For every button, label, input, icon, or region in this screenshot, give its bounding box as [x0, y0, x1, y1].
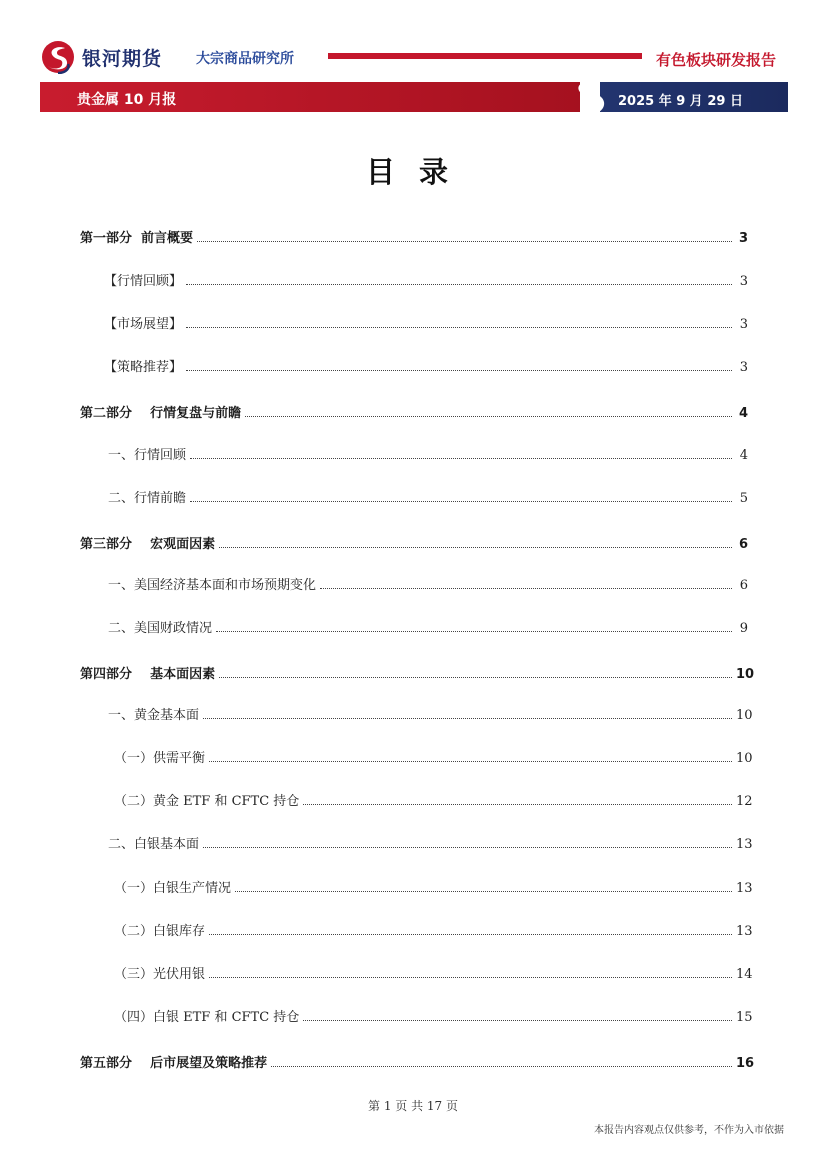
toc-entry-page: 9 [739, 621, 748, 636]
toc-entry-label: （一）供需平衡 [114, 751, 206, 766]
toc-entry[interactable] [114, 962, 753, 982]
institute-name: 大宗商品研究所 [196, 51, 294, 67]
toc-entry[interactable] [80, 226, 748, 246]
toc-entry-label: 一、黄金基本面 [108, 708, 200, 723]
toc-entry-page: 15 [736, 1010, 753, 1025]
toc-entry[interactable] [108, 832, 753, 852]
toc-entry[interactable] [114, 919, 753, 939]
toc-leader [303, 1019, 732, 1021]
toc-leader [186, 369, 732, 371]
disclaimer: 本报告内容观点仅供参考，不作为入市依据 [594, 1125, 784, 1136]
toc-leader [219, 546, 732, 548]
toc-entry-page: 6 [738, 537, 748, 552]
galaxy-s-logo-icon [40, 40, 76, 74]
toc-entry-label: 第二部分 行情复盘与前瞻 [80, 406, 242, 421]
toc-leader [203, 846, 732, 848]
banner-s-swoosh-icon [562, 82, 616, 112]
toc-leader [216, 630, 732, 632]
toc-entry-page: 14 [736, 967, 753, 982]
toc-entry-label: 二、美国财政情况 [108, 621, 213, 636]
header-divider [328, 53, 642, 59]
toc-entry-page: 13 [736, 837, 753, 852]
toc-entry-label: 二、白银基本面 [108, 837, 200, 852]
toc-entry-label: （四）白银 ETF 和 CFTC 持仓 [114, 1010, 300, 1025]
toc-entry[interactable] [114, 876, 753, 896]
toc-entry-label: 二、行情前瞻 [108, 491, 187, 506]
toc-entry-page: 4 [738, 406, 748, 421]
toc-entry-page: 10 [736, 751, 753, 766]
toc-entry-page: 10 [736, 708, 753, 723]
toc-entry[interactable] [108, 486, 748, 506]
toc-leader [209, 976, 732, 978]
toc-entry[interactable] [104, 355, 748, 375]
toc-entry-page: 5 [739, 491, 748, 506]
toc-entry-page: 4 [739, 448, 748, 463]
toc-entry-page: 10 [736, 667, 755, 682]
toc-entry-page: 16 [736, 1056, 755, 1071]
toc-entry-label: 第五部分 后市展望及策略推荐 [80, 1056, 268, 1071]
page-title: 目录 [365, 155, 472, 189]
toc-leader [219, 676, 732, 678]
report-date: 2025 年 9 月 29 日 [618, 94, 743, 109]
toc-entry[interactable] [104, 312, 748, 332]
toc-entry-page: 3 [739, 274, 748, 289]
toc-entry-label: 第一部分 前言概要 [80, 231, 194, 246]
report-type: 有色板块研发报告 [656, 51, 777, 69]
toc-entry-page: 13 [736, 881, 753, 896]
toc-entry[interactable] [104, 269, 748, 289]
toc-entry-page: 3 [739, 317, 748, 332]
toc-entry-page: 3 [738, 231, 748, 246]
toc-entry-label: 第三部分 宏观面因素 [80, 537, 216, 552]
toc-leader [303, 803, 732, 805]
toc-entry-page: 12 [736, 794, 753, 809]
toc-entry-page: 13 [736, 924, 753, 939]
toc-leader [186, 283, 732, 285]
toc-entry-page: 3 [739, 360, 748, 375]
toc-leader [209, 760, 732, 762]
banner-title: 贵金属 10 月报 [77, 92, 177, 108]
brand-name: 银河期货 [82, 48, 163, 70]
toc-entry-page: 6 [739, 578, 748, 593]
toc-entry[interactable] [108, 573, 748, 593]
toc-entry-label: 一、行情回顾 [108, 448, 187, 463]
toc-entry-label: （一）白银生产情况 [114, 881, 232, 896]
header-banner [40, 82, 788, 112]
toc-leader [186, 326, 732, 328]
toc-entry-label: （二）白银库存 [114, 924, 206, 939]
toc-entry-label: 【策略推荐】 [104, 360, 183, 375]
page-number: 第 1 页 共 17 页 [368, 1099, 458, 1113]
toc-entry-label: （三）光伏用银 [114, 967, 206, 982]
toc-entry[interactable] [80, 662, 755, 682]
toc-leader [245, 415, 732, 417]
toc-entry[interactable] [114, 789, 753, 809]
toc-leader [197, 240, 732, 242]
toc-leader [190, 457, 732, 459]
toc-leader [320, 587, 732, 589]
toc-leader [235, 890, 732, 892]
toc-entry-label: 一、美国经济基本面和市场预期变化 [108, 578, 317, 593]
toc-leader [271, 1065, 732, 1067]
toc-leader [203, 717, 732, 719]
toc-entry[interactable] [80, 401, 748, 421]
toc-entry-label: 【市场展望】 [104, 317, 183, 332]
toc-entry[interactable] [108, 616, 748, 636]
toc-entry-label: （二）黄金 ETF 和 CFTC 持仓 [114, 794, 300, 809]
toc-entry[interactable] [108, 443, 748, 463]
toc-entry[interactable] [80, 1051, 755, 1071]
toc-entry[interactable] [80, 532, 748, 552]
toc-entry-label: 第四部分 基本面因素 [80, 667, 216, 682]
toc-leader [209, 933, 732, 935]
toc-entry[interactable] [114, 1005, 753, 1025]
toc-entry-label: 【行情回顾】 [104, 274, 183, 289]
toc-entry[interactable] [108, 703, 753, 723]
toc-leader [190, 500, 732, 502]
toc-entry[interactable] [114, 746, 753, 766]
